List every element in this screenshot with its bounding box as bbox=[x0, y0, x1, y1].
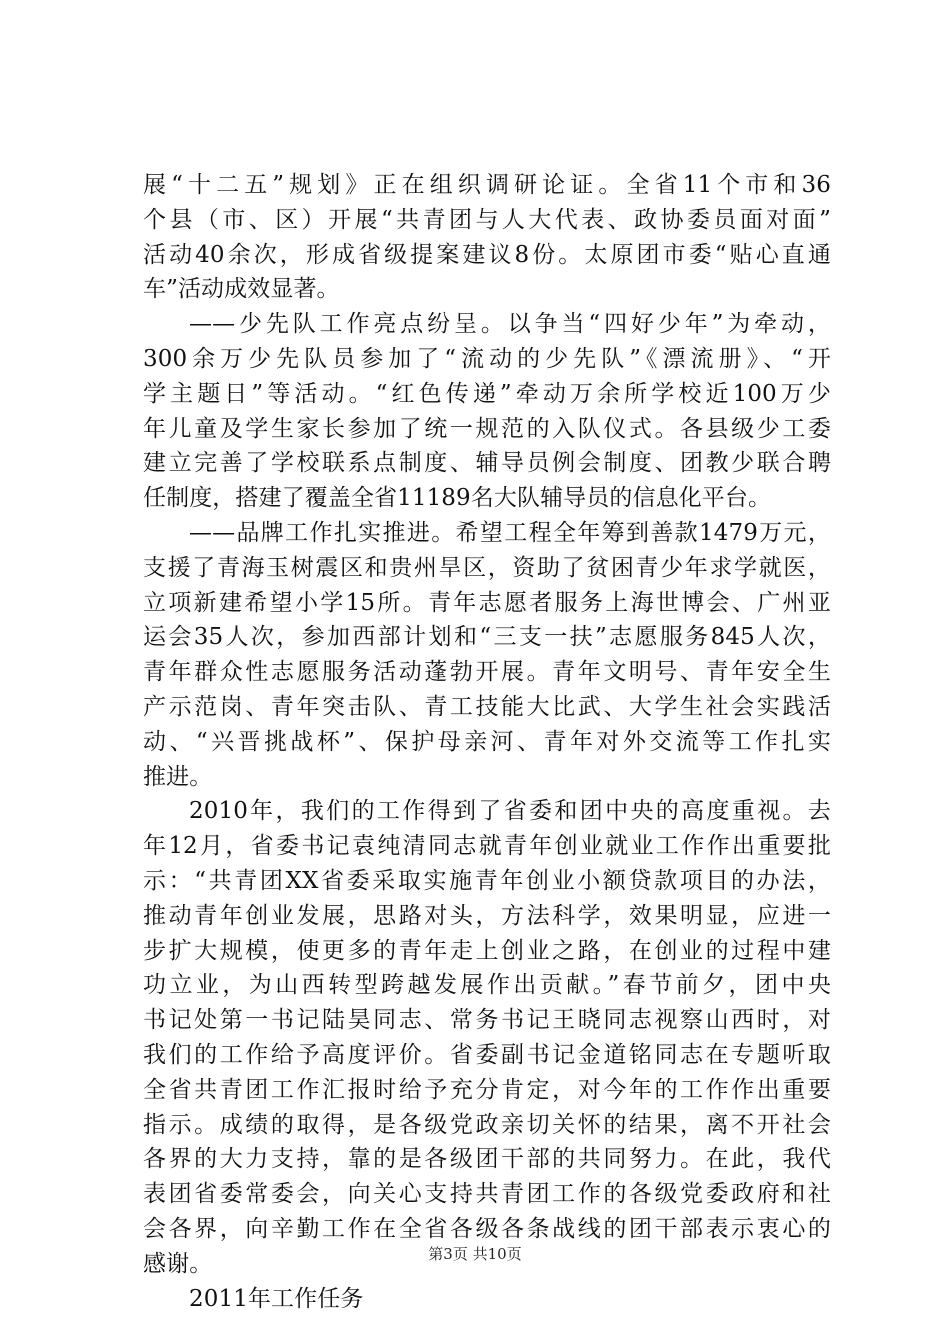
text-line: 300余万少先队员参加了“流动的少先队”《漂流册》、“开 bbox=[143, 345, 831, 372]
text-line: 步扩大规模，使更多的青年走上创业之路，在创业的过程中建 bbox=[143, 937, 831, 964]
text-line: 推进。 bbox=[143, 763, 213, 790]
text-line: 车”活动成效显著。 bbox=[143, 276, 340, 303]
text-line: 建立完善了学校联系点制度、辅导员例会制度、团教少联合聘 bbox=[143, 450, 831, 477]
text-line: 任制度，搭建了覆盖全省11189名大队辅导员的信息化平台。 bbox=[143, 485, 772, 512]
text-line: 运会35人次，参加西部计划和“三支一扶”志愿服务845人次， bbox=[143, 624, 831, 651]
text-line: 个县（市、区）开展“共青团与人大代表、政协委员面对面” bbox=[143, 206, 831, 233]
section-heading: 2011年工作任务 bbox=[189, 1285, 364, 1312]
document-body bbox=[143, 168, 831, 1316]
text-line: 各界的大力支持，靠的是各级团干部的共同努力。在此，我代 bbox=[143, 1146, 831, 1173]
text-line: ——少先队工作亮点纷呈。以争当“四好少年”为牵动， bbox=[189, 311, 831, 338]
text-line: 指示。成绩的取得，是各级党政亲切关怀的结果，离不开社会 bbox=[143, 1111, 831, 1138]
text-line: 示：“共青团XX省委采取实施青年创业小额贷款项目的办法， bbox=[143, 867, 831, 894]
text-line: 年12月，省委书记袁纯清同志就青年创业就业工作作出重要批 bbox=[143, 833, 831, 860]
text-line: 表团省委常委会，向关心支持共青团工作的各级党委政府和社 bbox=[143, 1181, 831, 1208]
text-line: 学主题日”等活动。“红色传递”牵动万余所学校近100万少 bbox=[143, 380, 831, 407]
text-line: 书记处第一书记陆昊同志、常务书记王晓同志视察山西时，对 bbox=[143, 1007, 831, 1034]
text-line: 支援了青海玉树震区和贵州旱区，资助了贫困青少年求学就医， bbox=[143, 554, 831, 581]
text-line: 2010年，我们的工作得到了省委和团中央的高度重视。去 bbox=[189, 798, 831, 825]
text-line: 动、“兴晋挑战杯”、保护母亲河、青年对外交流等工作扎实 bbox=[143, 728, 831, 755]
page-number: 第3页 共10页 bbox=[428, 1245, 522, 1263]
text-line: 功立业，为山西转型跨越发展作出贡献。”春节前夕，团中央 bbox=[143, 972, 831, 999]
text-line: ——品牌工作扎实推进。希望工程全年筹到善款1479万元， bbox=[189, 519, 831, 546]
text-line: 立项新建希望小学15所。青年志愿者服务上海世博会、广州亚 bbox=[143, 589, 831, 616]
text-line: 会各界，向辛勤工作在全省各级各条战线的团干部表示衷心的 bbox=[143, 1215, 831, 1242]
text-line: 展“十二五”规划》正在组织调研论证。全省11个市和36 bbox=[143, 172, 831, 198]
text-line: 感谢。 bbox=[143, 1250, 213, 1277]
text-line: 产示范岗、青年突击队、青工技能大比武、大学生社会实践活 bbox=[143, 693, 831, 720]
text-line: 青年群众性志愿服务活动蓬勃开展。青年文明号、青年安全生 bbox=[143, 659, 831, 686]
text-line: 我们的工作给予高度评价。省委副书记金道铭同志在专题听取 bbox=[143, 1041, 831, 1068]
text-line: 推动青年创业发展，思路对头，方法科学，效果明显，应进一 bbox=[143, 902, 831, 929]
text-line: 活动40余次，形成省级提案建议8份。太原团市委“贴心直通 bbox=[143, 241, 831, 268]
text-line: 全省共青团工作汇报时给予充分肯定，对今年的工作作出重要 bbox=[143, 1076, 831, 1103]
text-line: 年儿童及学生家长参加了统一规范的入队仪式。各县级少工委 bbox=[143, 415, 831, 442]
